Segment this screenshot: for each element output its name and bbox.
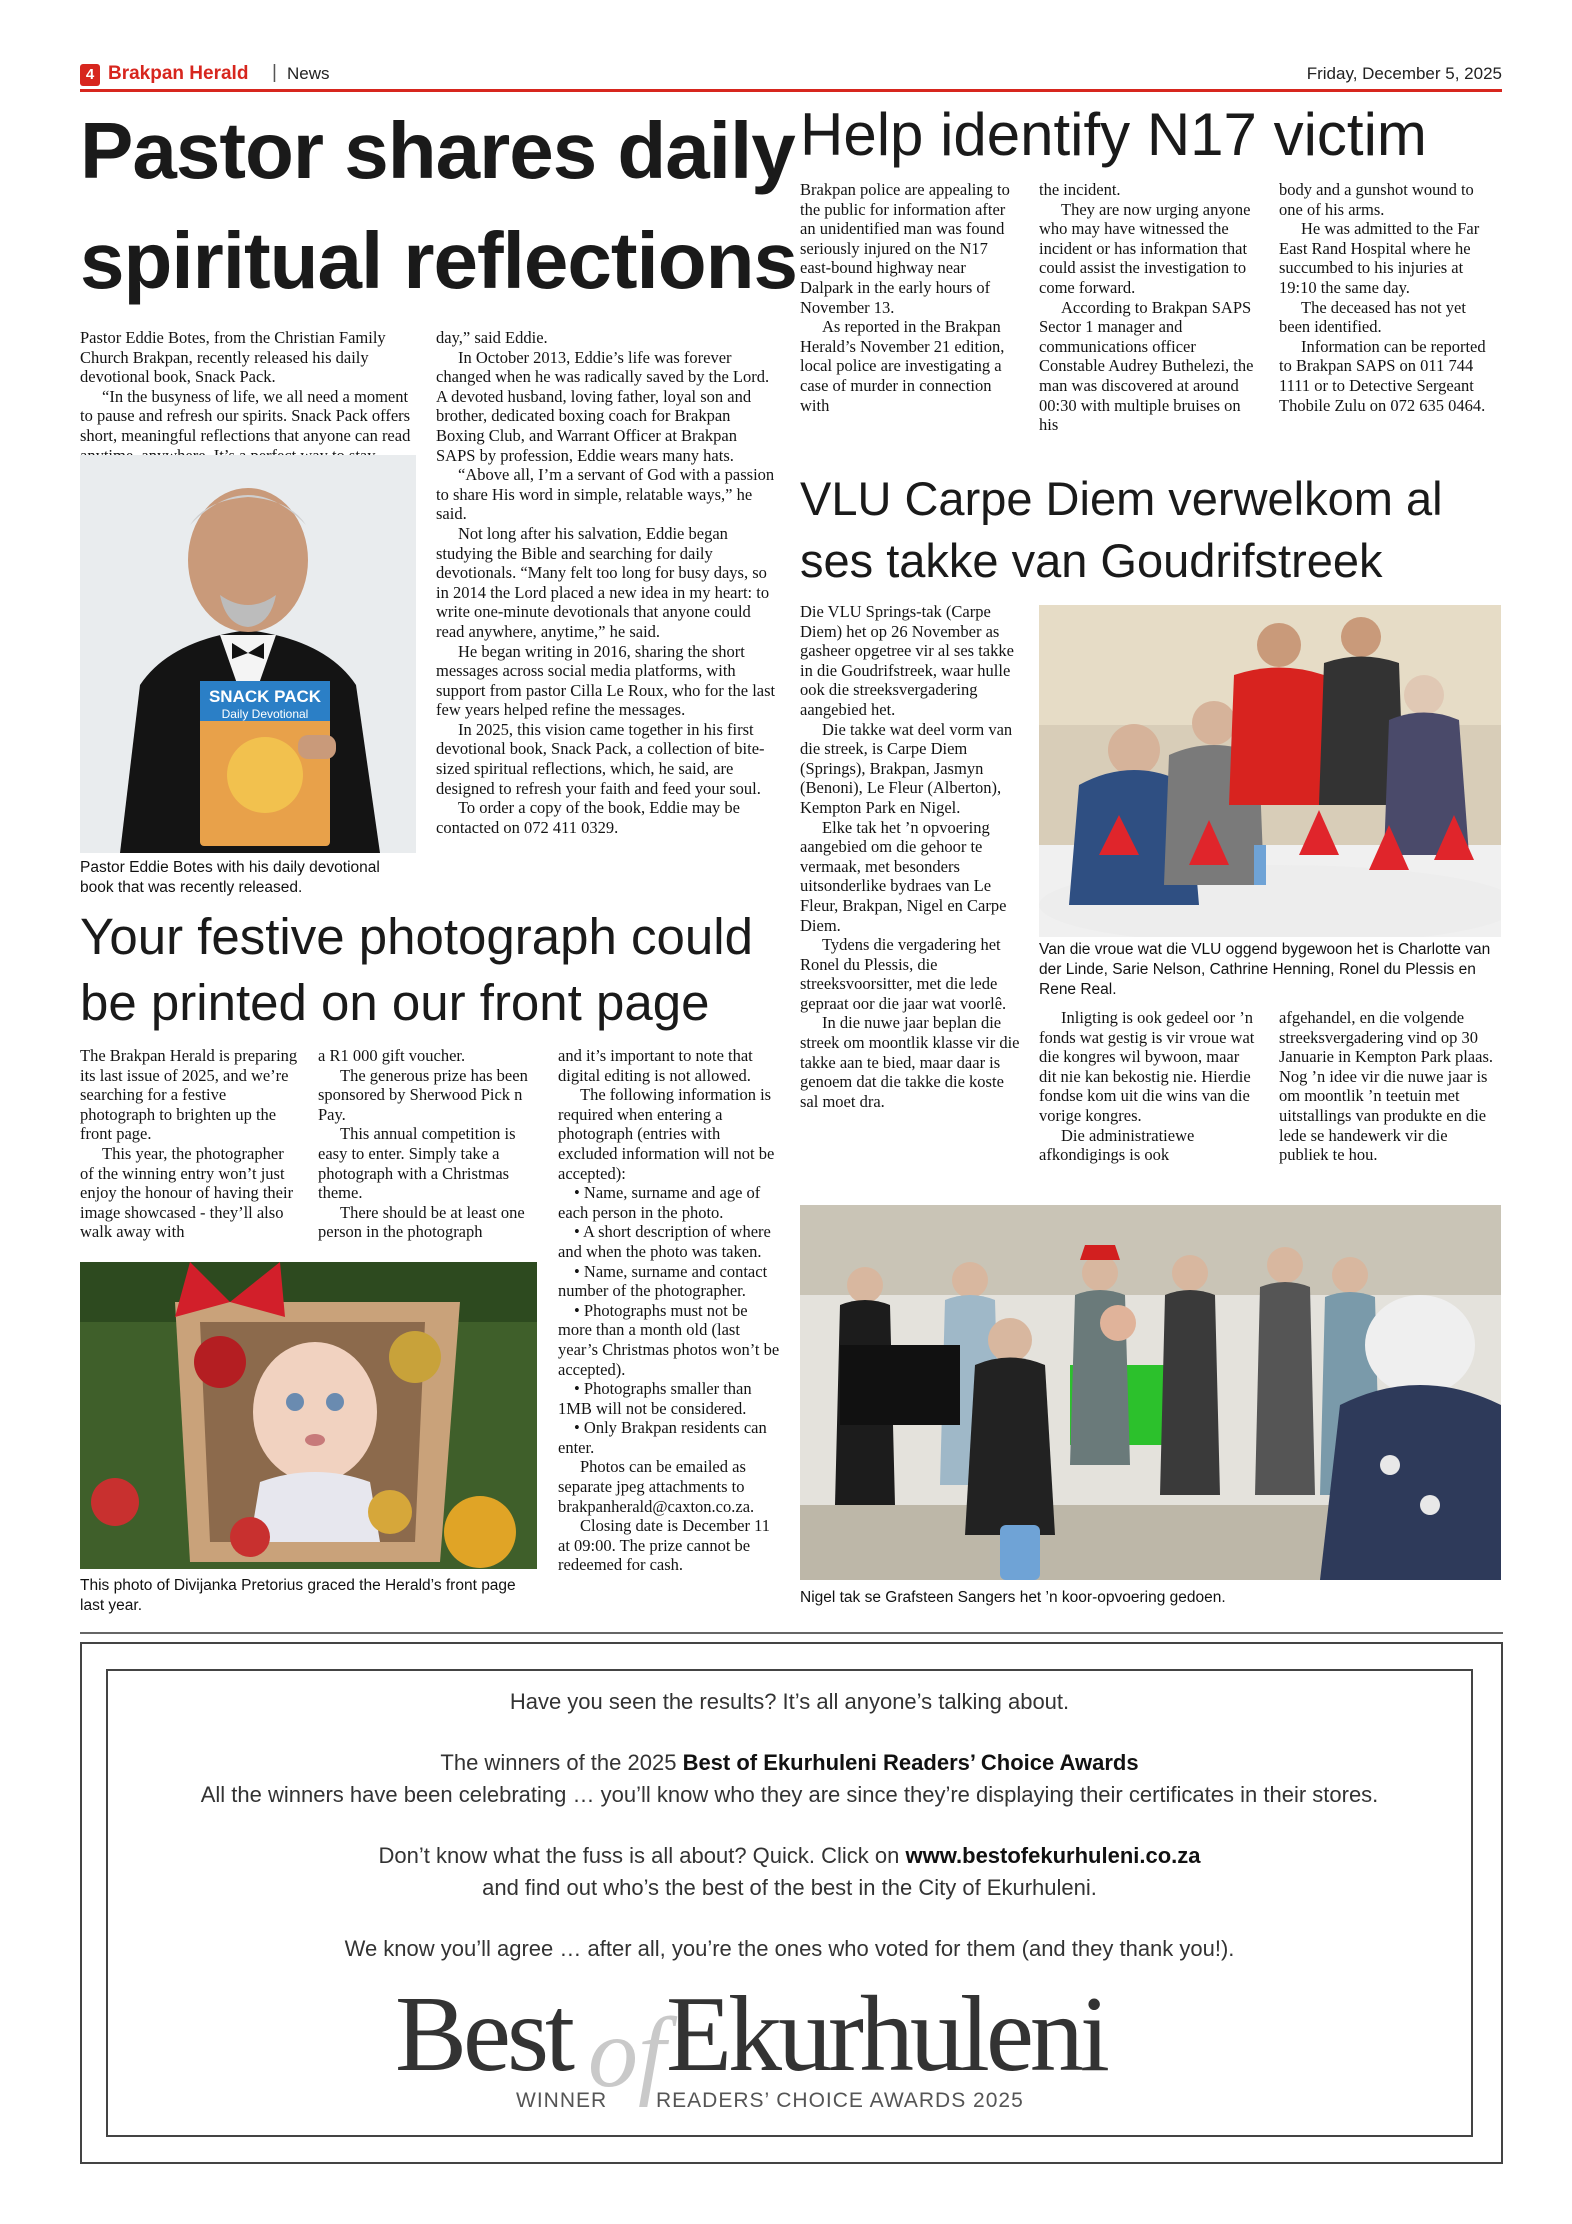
paragraph: This year, the photographer of the winning entry won’t just enjoy the honour of having their image showcased - they’ll also walk away with: [80, 1143, 294, 1242]
paragraph: There should be at least one person in the photograph: [318, 1202, 525, 1242]
list-item: • A short description of where and when the photo was taken.: [558, 1222, 771, 1261]
paragraph: The deceased has not yet been identified.: [1279, 297, 1466, 337]
book-cover-title: SNACK PACK: [208, 687, 322, 706]
paragraph: He began writing in 2016, sharing the short messages across social media platforms, with support from pastor Cilla Le Roux, who for the last few years helped refine the messages.: [436, 641, 776, 720]
paragraph: He was admitted to the Far East Rand Hospital where he succumbed to his injuries at 19:10 the same day.: [1279, 219, 1480, 297]
paragraph: In die nuwe jaar beplan die streek om moontlik klasse vir die takke aan te bied, maar daar is genoem dat die takke die koste sal moet dra.: [800, 1013, 1020, 1111]
paragraph: Die VLU Springs-tak (Carpe Diem) het op 26 November as gasheer opgetree vir al ses takke in die Goudrifstreek, waar hulle ook die streeksvergadering aangebied het.: [800, 602, 1014, 719]
page-number: 4: [80, 64, 100, 86]
paragraph: The following information is required when entering a photograph (entries with excluded information will not be accepted):: [558, 1085, 775, 1183]
paragraph: Information can be reported to Brakpan SAPS on 011 744 1111 or to Detective Sergeant Thobile Zulu on 072 635 0464.: [1279, 336, 1486, 415]
paragraph: As reported in the Brakpan Herald’s November 21 edition, local police are investigating a case of murder in connection with: [800, 317, 1005, 415]
ad-awards-name: Best of Ekurhuleni Readers’ Choice Awards: [682, 1750, 1139, 1775]
list-item: • Only Brakpan residents can enter.: [558, 1418, 767, 1457]
list-item: • Photographs must not be more than a month old (last year’s Christmas photos won’t be accepted).: [558, 1300, 780, 1379]
list-item: • Name, surname and contact number of the photographer.: [558, 1261, 768, 1301]
paragraph: Not long after his salvation, Eddie began studying the Bible and searching for daily devotionals. “Many felt too long for busy days, so in 2014 the Lord placed a new idea in my heart: to write one-minute devotionals that anyone could read anywhere, anytime,” he said.: [436, 523, 770, 641]
paragraph: “Above all, I’m a servant of God with a passion to share His word in simple, relatable ways,” he said.: [436, 465, 775, 524]
header-rule: [80, 89, 1502, 92]
paragraph: “In the busyness of life, we all need a moment to pause and refresh our spirits. Snack Pack offers short, meaningful reflections that anyone can read: [80, 386, 411, 445]
ad-line-3: All the winners have been celebrating … you’ll know who they are since they’re displaying their certificates in their stores.: [200, 1782, 1379, 1807]
festive-column-2: [318, 1046, 538, 1242]
vlu-women-photo-caption: Van die vroue wat die VLU oggend bygewoon het is Charlotte van der Linde, Sarie Nelson, Cathrine Henning, Ronel du Plessis en Rene Real.: [1039, 941, 1491, 998]
ad-line-2-text: The winners of the 2025: [440, 1750, 683, 1775]
vlu-column-2: [1039, 1008, 1257, 1165]
paragraph: To order a copy of the book, Eddie may be contacted on 072 411 0329.: [436, 798, 741, 837]
festive-column-3: [558, 1046, 780, 1575]
vlu-choir-photo-caption: Nigel tak se Grafsteen Sangers het ’n koor-opvoering gedoen.: [800, 1589, 1226, 1606]
paragraph: Photos can be emailed as separate jpeg attachments to brakpanherald@caxton.co.za.: [558, 1457, 755, 1516]
ad-line-2: [106, 1750, 1473, 1776]
vlu-choir-photo: [800, 1205, 1501, 1580]
paragraph: This annual competition is easy to enter. Simply take a photograph with a Christmas theme.: [318, 1124, 516, 1203]
vlu-headline-line1: VLU Carpe Diem verwelkom al: [800, 472, 1443, 525]
n17-column-2: [1039, 180, 1257, 435]
paragraph: Die administratiewe afkondigings is ook: [1039, 1125, 1195, 1165]
paragraph: the incident.: [1039, 180, 1121, 199]
section-name: News: [287, 64, 330, 83]
ad-website-link[interactable]: www.bestofekurhuleni.co.za: [905, 1843, 1201, 1868]
issue-date: Friday, December 5, 2025: [1306, 64, 1502, 83]
brand-name: Brakpan Herald: [108, 63, 249, 84]
paragraph: a R1 000 gift voucher.: [318, 1046, 466, 1065]
n17-column-3: [1279, 180, 1501, 415]
pastor-photo: [80, 455, 416, 853]
n17-column-1: [800, 180, 1016, 415]
logo-ekurhuleni: Ekurhuleni: [666, 1975, 1106, 2094]
list-item: • Photographs smaller than 1MB will not be considered.: [558, 1379, 752, 1418]
women-at-table-illustration: [1039, 605, 1501, 937]
paragraph: day,” said Eddie.: [436, 328, 548, 347]
header-separator: |: [272, 62, 277, 83]
paragraph: They are now urging anyone who may have witnessed the incident or has information that could assist the investigation to come forward.: [1039, 199, 1251, 297]
choir-performance-illustration: [800, 1205, 1501, 1580]
ad-line-4-text: Don’t know what the fuss is all about? Quick. Click on: [378, 1843, 906, 1868]
vlu-column-1: [800, 602, 1025, 1111]
pastor-headline-line1: Pastor shares daily: [80, 106, 795, 195]
vlu-column-3: [1279, 1008, 1501, 1165]
list-item: • Name, surname and age of each person in the photo.: [558, 1183, 761, 1222]
paragraph: Pastor Eddie Botes, from the Christian Family Church Brakpan, recently released his daily devotional book, Snack Pack.: [80, 328, 386, 387]
book-cover-subtitle: Daily Devotional: [221, 707, 309, 721]
paragraph: afgehandel, en die volgende streeksvergadering vind op 30 Januarie in Kempton Park plaas. Nog ’n idee vir die nuwe jaar is om moontlik ’n teetuin met uitstallings van produkte en die lede se handewerk vir die publiek te hou.: [1279, 1008, 1493, 1165]
festive-photo-caption: This photo of Divijanka Pretorius graced the Herald’s front page last year.: [80, 1577, 516, 1614]
paragraph: Brakpan police are appealing to the public for information after an unidentified man was found seriously injured on the N17 east-bound highway near Dalpark in the early hours of November 13.: [800, 180, 1010, 317]
baby-in-box-illustration: [80, 1262, 537, 1569]
paragraph: In 2025, this vision came together in his first devotional book, Snack Pack, a collection of bite-sized spiritual reflections, which, he said, are designed to refresh your faith and feed your soul.: [436, 719, 765, 798]
paragraph: body and a gunshot wound to one of his arms.: [1279, 180, 1474, 219]
festive-headline-line2: be printed on our front page: [80, 974, 710, 1031]
pastor-headline-line2: spiritual reflections: [80, 216, 797, 305]
n17-headline: Help identify N17 victim: [800, 101, 1427, 168]
paragraph: Elke tak het ’n opvoering aangebied om die gehoor te vermaak, met besonders uitsonderlike bydraes van Le Fleur, Brakpan, Nigel en Carpe Diem.: [800, 817, 1007, 935]
paragraph: and it’s important to note that digital editing is not allowed.: [558, 1046, 753, 1085]
festive-photo: [80, 1262, 537, 1569]
festive-column-1: [80, 1046, 300, 1242]
ad-line-1: Have you seen the results? It’s all anyone’s talking about.: [509, 1689, 1070, 1714]
logo-awards: READERS’ CHOICE AWARDS 2025: [656, 2089, 1024, 2112]
paragraph: In October 2013, Eddie’s life was forever changed when he was radically saved by the Lord. A devoted husband, loving father, loyal son and brother, dedicated boxing coach for Brakpan Boxing Club, and Warrant Officer at Brakpan SAPS by profession, Eddie wears many hats.: [436, 347, 770, 465]
ad-line-5: and find out who’s the best of the best in the City of Ekurhuleni.: [482, 1875, 1097, 1900]
paragraph: Closing date is December 11 at 09:00. The prize cannot be redeemed for cash.: [558, 1516, 771, 1575]
logo-of: of: [588, 1997, 666, 2108]
logo-winner: WINNER: [516, 2089, 608, 2112]
ad-line-6: We know you’ll agree … after all, you’re the ones who voted for them (and they thank you!).: [344, 1936, 1235, 1961]
pastor-column-2: [436, 328, 776, 837]
paragraph: Die takke wat deel vorm van die streek, is Carpe Diem (Springs), Brakpan, Jasmyn (Benoni), Le Fleur (Alberton), Kempton Park en Nigel.: [800, 719, 1013, 817]
paragraph: The generous prize has been sponsored by Sherwood Pick n Pay.: [318, 1065, 528, 1124]
vlu-women-photo: [1039, 605, 1501, 937]
ad-top-rule: [80, 1632, 1503, 1634]
vlu-headline-line2: ses takke van Goudrifstreek: [800, 534, 1383, 587]
ad-line-4: [106, 1843, 1473, 1869]
pastor-photo-caption: Pastor Eddie Botes with his daily devotional book that was recently released.: [80, 859, 380, 896]
page-header: [80, 62, 1502, 88]
paragraph: The Brakpan Herald is preparing its last issue of 2025, and we’re searching for a festive photograph to brighten up the front page.: [80, 1046, 298, 1144]
paragraph: According to Brakpan SAPS Sector 1 manager and communications officer Constable Audrey Buthelezi, the man was discovered at around 00:30 with multiple bruises on his: [1039, 297, 1254, 435]
festive-headline-line1: Your festive photograph could: [80, 908, 753, 965]
paragraph: Inligting is ook gedeel oor ’n fonds wat gestig is vir vroue wat die kongres wil bywoon, maar dit nie kan bekostig nie. Hierdie fondse kom uit die wins van die vorige kongres.: [1039, 1008, 1255, 1125]
logo-best: Best: [395, 1975, 572, 2094]
paragraph: Tydens die vergadering het Ronel du Plessis, die streeksvoorsitter, met die lede gepraat oor die jaar wat voorlê.: [800, 935, 1007, 1013]
pastor-portrait-illustration: [80, 455, 416, 853]
